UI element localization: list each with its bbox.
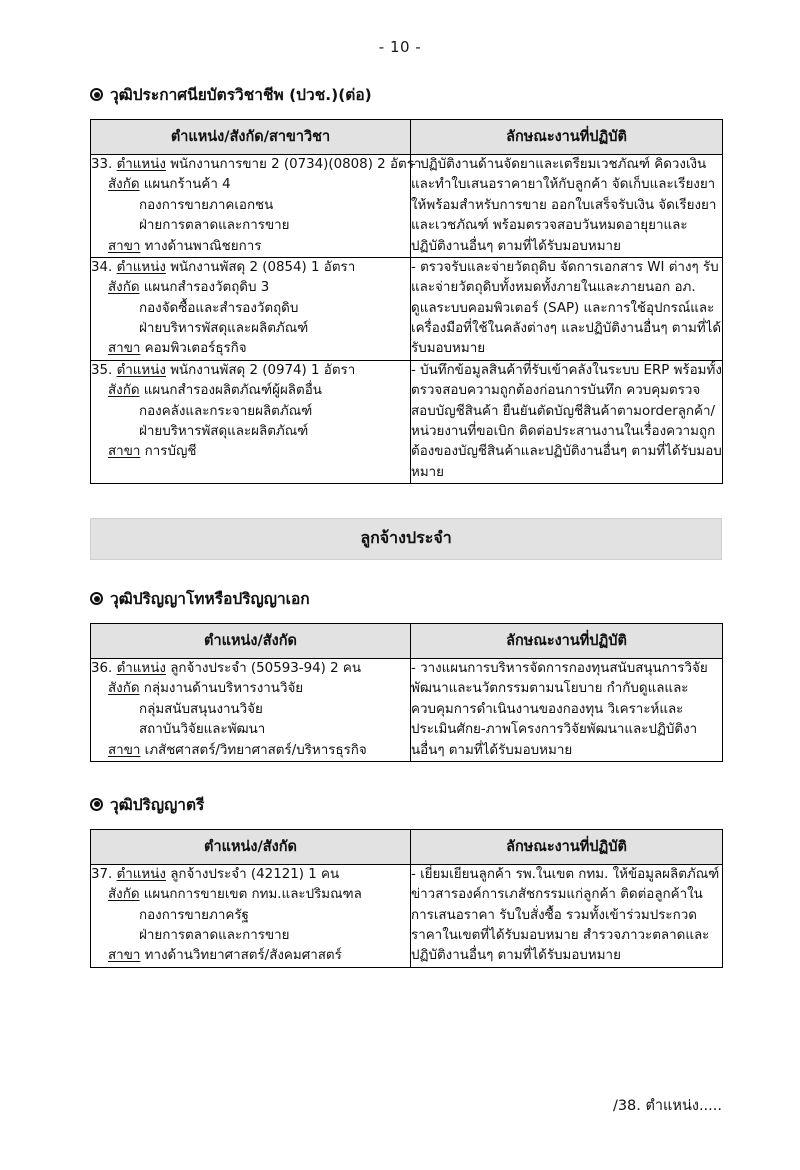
document-page [0,38,800,1170]
section-heading-label: วุฒิประกาศนียบัตรวิชาชีพ (ปวช.)(ต่อ) [110,86,372,104]
row-number: 34. [91,259,113,275]
column-header-duties: ลักษณะงานที่ปฏิบัติ [411,120,723,155]
position-label: ตำแหน่ง [116,362,166,378]
positions-table-bachelor [90,829,723,968]
branch-value: ทางด้านพาณิชยการ [144,238,262,254]
affiliation-value: แผนกร้านค้า 4 [143,177,231,193]
position-line-1 [91,258,410,278]
column-header-duties: ลักษณะงานที่ปฏิบัติ [411,829,723,864]
duties-cell [411,155,723,258]
section-heading-label: วุฒิปริญญาตรี [110,795,205,814]
position-cell [91,864,411,967]
position-label: ตำแหน่ง [116,866,166,882]
row-number: 33. [91,157,113,172]
affiliation-label: สังกัด [108,177,140,193]
position-line-2 [91,278,410,298]
table-header-row [91,829,723,864]
duties-text: - ปฏิบัติงานด้านจัดยาและเตรียมเวชภัณฑ์ คิดวงเงินและทำใบเสนอราคายาให้กับลูกค้า จัดเก็บและเรียงยาให้พร้อมสำหรับการขาย ออกใบเสร็จรับเงิน จัดเรียงยาและเวชภัณฑ์ พร้อมตรวจสอบวันหมดอายุยาและปฏิบัติงานอื่นๆ ตามที่ได้รับมอบหมาย [411,157,717,254]
positions-table-masters [90,623,723,762]
affiliation-label: สังกัด [108,280,140,296]
section-heading-bachelor [90,792,800,817]
duties-cell [411,864,723,967]
affiliation-value: แผนกการขายเขต กทม.และปริมณฑล [143,887,362,903]
duties-cell [411,360,723,483]
position-line-3: กลุ่มสนับสนุนงานวิจัย [139,701,263,717]
table-header-row [91,120,723,155]
table-row [91,257,723,360]
duties-text: - ตรวจรับและจ่ายวัตถุดิบ จัดการเอกสาร WI ต่างๆ รับและจ่ายวัตถุดิบทั้งหมดทั้งภายในและภายนอก อภ. ดูแลระบบคอมพิวเตอร์ (SAP) และการใช้อุปกรณ์และเครื่องมือที่ใช้ในคลังต่างๆ และปฏิบัติงานอื่นๆ ตามที่ได้รับมอบหมาย [411,259,722,357]
position-line-2 [91,175,410,195]
affiliation-value: กลุ่มงานด้านบริหารงานวิจัย [143,681,304,697]
position-line-5 [91,339,410,359]
position-line-3: กองการขายภาคเอกชน [139,197,274,213]
table-row [91,360,723,483]
position-line-5 [91,442,410,462]
duties-text: - วางแผนการบริหารจัดการกองทุนสนับสนุนการวิจัยพัฒนาและนวัตกรรมตามนโยบาย กำกับดูแลและควบคุมการดำเนินงานของกองทุน วิเคราะห์และประเมินศักย-ภาพโครงการวิจัยพัฒนาและปฏิบัติงานอื่นๆ ตามที่ได้รับมอบหมาย [411,661,708,758]
column-header-position: ตำแหน่ง/สังกัด [91,624,411,659]
column-header-duties: ลักษณะงานที่ปฏิบัติ [411,624,723,659]
radio-bullet-icon [90,88,103,101]
affiliation-label: สังกัด [108,681,140,697]
column-header-position: ตำแหน่ง/สังกัด [91,829,411,864]
position-cell [91,360,411,483]
position-label: ตำแหน่ง [116,157,166,172]
column-header-position: ตำแหน่ง/สังกัด/สาขาวิชา [91,120,411,155]
section-heading-masters [90,586,800,611]
position-value: พนักงานการขาย 2 (0734)(0808) 2 อัตรา [170,157,422,172]
affiliation-label: สังกัด [108,383,140,399]
position-line-3: กองการขายภาครัฐ [139,907,249,923]
position-line-4: ฝ่ายบริหารพัสดุและผลิตภัณฑ์ [139,423,309,439]
position-line-2 [91,381,410,401]
footer-continuation-note: /38. ตำแหน่ง..... [612,1098,722,1114]
section-heading-vocational [90,82,800,107]
position-line-4: ฝ่ายการตลาดและการขาย [139,218,290,234]
position-line-4: สถาบันวิจัยและพัฒนา [139,722,266,738]
affiliation-label: สังกัด [108,887,140,903]
affiliation-value: แผนกสำรองผลิตภัณฑ์ผู้ผลิตอื่น [143,383,322,399]
position-line-1 [91,155,422,175]
position-label: ตำแหน่ง [116,259,166,275]
branch-label: สาขา [108,341,141,357]
position-cell [91,659,411,762]
branch-value: เภสัชศาสตร์/วิทยาศาสตร์/บริหารธุรกิจ [144,742,367,758]
position-line-4: ฝ่ายบริหารพัสดุและผลิตภัณฑ์ [139,321,309,336]
positions-table-vocational [90,119,723,484]
table-row [91,659,723,762]
position-cell [91,155,422,258]
duties-cell [411,659,723,762]
table-row [91,864,723,967]
radio-bullet-icon [90,798,103,811]
position-line-1 [91,361,410,381]
position-line-3: กองจัดซื้อและสำรองวัตถุดิบ [139,300,299,316]
affiliation-value: แผนกสำรองวัตถุดิบ 3 [143,280,270,296]
page-number: - 10 - [378,38,422,56]
branch-value: การบัญชี [144,444,197,460]
table-header-row [91,624,723,659]
row-number: 37. [91,866,113,882]
position-value: ลูกจ้างประจำ (42121) 1 คน [170,866,340,882]
position-line-5 [91,741,410,761]
row-number: 35. [91,362,113,378]
branch-value: ทางด้านวิทยาศาสตร์/สังคมศาสตร์ [144,948,342,964]
branch-label: สาขา [108,742,141,758]
position-line-1 [91,865,410,885]
section-heading-label: วุฒิปริญญาโทหรือปริญญาเอก [110,590,310,608]
branch-value: คอมพิวเตอร์ธุรกิจ [144,341,247,357]
table-row [91,155,723,258]
position-line-3: กองคลังและกระจายผลิตภัณฑ์ [139,403,313,419]
branch-label: สาขา [108,444,141,460]
position-line-1 [91,659,410,679]
position-line-5 [91,946,410,966]
position-value: พนักงานพัสดุ 2 (0854) 1 อัตรา [170,259,356,275]
row-number: 36. [91,661,113,676]
duties-text: - บันทึกข้อมูลสินค้าที่รับเข้าคลังในระบบ ERP พร้อมทั้งตรวจสอบความถูกต้องก่อนการบันทึก ควบคุมตรวจสอบบัญชีสินค้า ยืนยันตัดบัญชีสินค้าตามorderลูกค้า/หน่วยงานที่ขอเบิก ติดต่อประสานงานในเรื่องความถูกต้องของบัญชีสินค้าและปฏิบัติงานอื่นๆ ตามที่ได้รับมอบหมาย [411,362,722,480]
position-value: พนักงานพัสดุ 2 (0974) 1 อัตรา [170,362,356,378]
branch-label: สาขา [108,238,141,254]
position-value: ลูกจ้างประจำ (50593-94) 2 คน [170,661,361,676]
radio-bullet-icon [90,592,103,605]
position-line-2 [91,885,410,905]
duties-text: - เยี่ยมเยียนลูกค้า รพ.ในเขต กทม. ให้ข้อมูลผลิตภัณฑ์ข่าวสารองค์การเภสัชกรรมแก่ลูกค้า ติดต่อลูกค้าในการเสนอราคา รับใบสั่งซื้อ รวมทั้งเข้าร่วมประกวดราคาในเขตที่ได้รับมอบหมาย สำรวจภาวะตลาดและปฏิบัติงานอื่นๆ ตามที่ได้รับมอบหมาย [411,866,720,964]
position-line-5 [91,237,410,257]
position-cell [91,257,411,360]
position-line-2 [91,679,410,699]
branch-label: สาขา [108,948,141,964]
duties-cell [411,257,723,360]
position-label: ตำแหน่ง [116,661,166,676]
position-line-4: ฝ่ายการตลาดและการขาย [139,928,290,943]
category-banner: ลูกจ้างประจำ [90,518,722,560]
